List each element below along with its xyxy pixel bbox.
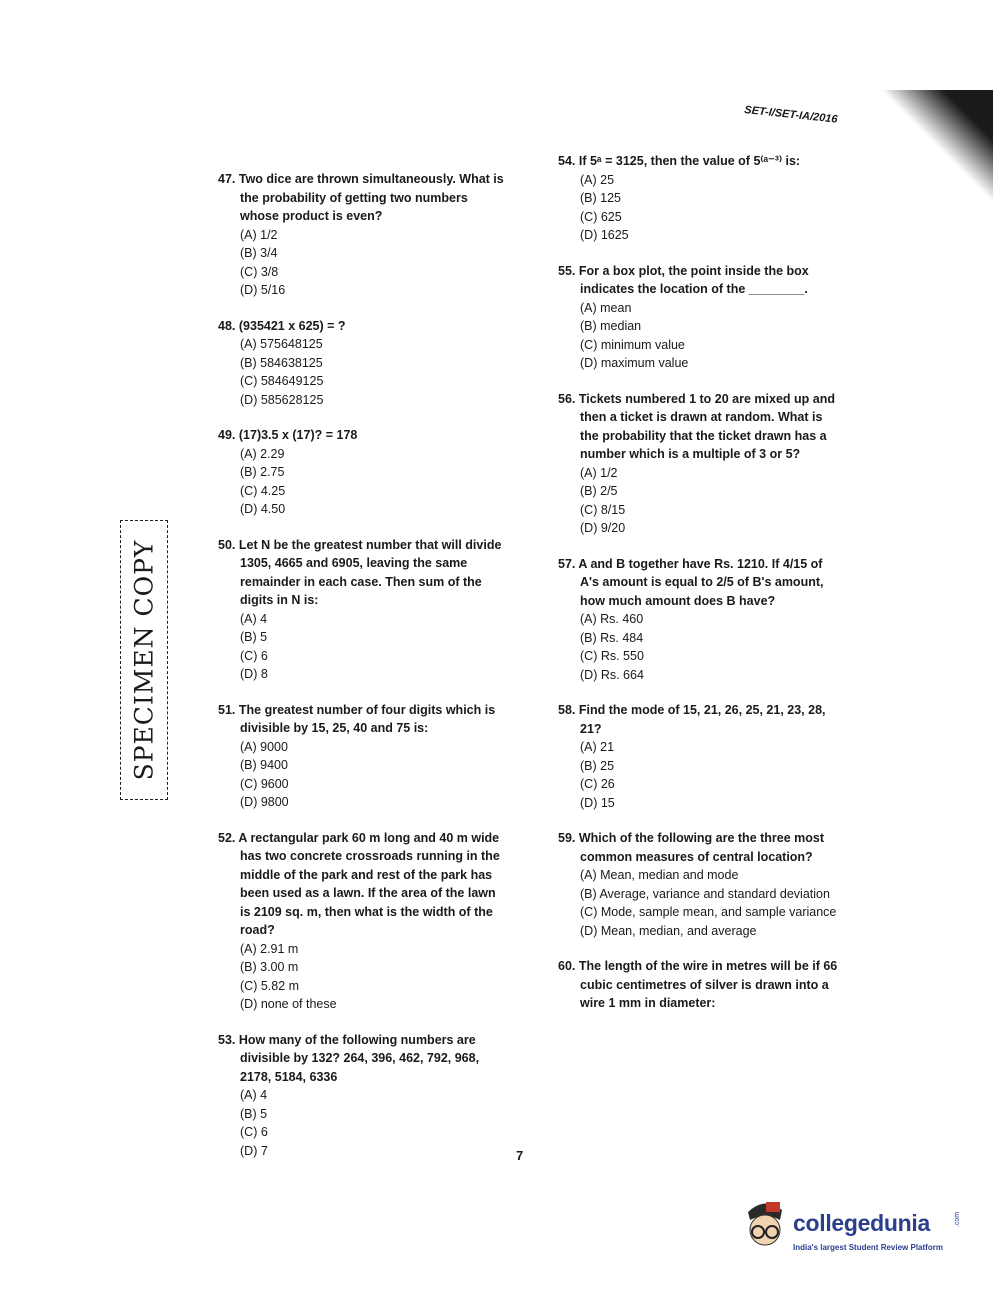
question-text: Two dice are thrown simultaneously. What is the probability of getting two numbers whose product is even? <box>238 172 504 223</box>
question-53 <box>218 1031 508 1161</box>
question-stem <box>558 701 843 738</box>
answer-option: (D) Mean, median, and average <box>580 923 757 938</box>
question-48 <box>218 317 508 410</box>
answer-option: (C) Mode, sample mean, and sample variance <box>580 905 837 919</box>
answer-option: (A) 25 <box>580 172 615 187</box>
answer-option: (C) 584649125 <box>240 374 324 388</box>
question-stem <box>558 829 843 866</box>
question-text: The length of the wire in metres will be if 66 cubic centimetres of silver is drawn into a wire 1 mm in diameter: <box>578 959 838 1010</box>
question-47 <box>218 170 508 300</box>
question-52 <box>218 829 508 1014</box>
question-58 <box>558 701 843 812</box>
stamp-text: SPECIMEN COPY <box>129 539 159 781</box>
answer-option: (A) 1/2 <box>240 227 278 242</box>
question-number: 47. <box>218 172 236 186</box>
answer-option: (C) 3/8 <box>240 264 279 279</box>
answer-option: (C) 9600 <box>240 776 289 791</box>
answer-option: (C) 4.25 <box>240 483 286 498</box>
answer-option: (C) 6 <box>240 648 268 663</box>
answer-option: (D) 4.50 <box>240 502 286 516</box>
question-stem <box>218 426 508 445</box>
answer-option: (B) Rs. 484 <box>580 630 644 645</box>
set-label: SET-I/SET-IA/2016 <box>743 104 839 126</box>
question-number: 59. <box>558 831 576 845</box>
question-text: For a box plot, the point inside the box indicates the location of the ________. <box>578 263 809 296</box>
question-number: 54. <box>558 154 576 168</box>
answer-option: (A) 1/2 <box>580 465 618 480</box>
answer-option: (A) mean <box>580 300 632 315</box>
answer-option: (A) Mean, median and mode <box>580 868 739 882</box>
answer-option: (B) median <box>580 319 642 333</box>
question-text: (17)3.5 x (17)? = 178 <box>238 428 358 442</box>
answer-option: (B) 584638125 <box>240 355 323 370</box>
question-text: The greatest number of four digits which is divisible by 15, 25, 40 and 75 is: <box>238 702 496 735</box>
answer-option: (A) 575648125 <box>240 337 323 351</box>
answer-option: (C) 6 <box>240 1125 268 1139</box>
question-number: 56. <box>558 391 576 406</box>
answer-option: (B) 25 <box>580 758 615 773</box>
answer-option: (D) none of these <box>240 997 337 1011</box>
left-column <box>218 170 508 1177</box>
question-number: 48. <box>218 318 236 333</box>
answer-option: (B) Average, variance and standard deviation <box>580 886 830 901</box>
question-59 <box>558 829 843 940</box>
answer-option: (B) 2.75 <box>240 465 285 479</box>
question-stem <box>558 390 843 464</box>
answer-option: (A) 2.29 <box>240 446 285 461</box>
answer-option: (A) 2.91 m <box>240 941 299 956</box>
logo-suffix: .com <box>954 1211 962 1228</box>
question-text: Which of the following are the three most common measures of central location? <box>578 831 825 864</box>
answer-option: (B) 2/5 <box>580 484 618 498</box>
answer-option: (C) Rs. 550 <box>580 649 644 663</box>
answer-option: (D) 9/20 <box>580 521 626 535</box>
question-60 <box>558 957 843 1013</box>
specimen-copy-stamp <box>120 520 168 800</box>
question-number: 55. <box>558 263 576 278</box>
logo-wordmark: collegedunia <box>793 1210 930 1236</box>
question-number: 57. <box>558 556 576 571</box>
answer-option: (C) 5.82 m <box>240 978 300 993</box>
question-number: 58. <box>558 703 576 717</box>
question-number: 51. <box>218 702 236 717</box>
answer-option: (D) 15 <box>580 795 615 810</box>
answer-option: (A) 4 <box>240 611 268 626</box>
question-56 <box>558 390 843 538</box>
answer-option: (D) 1625 <box>580 228 629 242</box>
question-text: (935421 x 625) = ? <box>238 318 346 333</box>
answer-option: (D) 7 <box>240 1143 268 1158</box>
answer-option: (C) 26 <box>580 777 615 791</box>
mascot-icon <box>738 1198 792 1260</box>
question-stem <box>558 152 843 171</box>
question-text: A and B together have Rs. 1210. If 4/15 of A's amount is equal to 2/5 of B's amount, how much amount does B have? <box>578 556 824 608</box>
question-50 <box>218 536 508 684</box>
answer-option: (D) 8 <box>240 667 268 681</box>
question-text: A rectangular park 60 m long and 40 m wide has two concrete crossroads running in the middle of the park and rest of the park has been used as a lawn. If the area of the lawn is 2109 sq. m, then what is the width of the road? <box>238 830 500 937</box>
question-text: If 5ᵃ = 3125, then the value of 5⁽ᵃ⁻³⁾ is: <box>578 154 801 168</box>
question-49 <box>218 426 508 519</box>
page-number: 7 <box>516 1148 524 1163</box>
question-54 <box>558 152 843 245</box>
answer-option: (B) 3.00 m <box>240 960 299 974</box>
answer-option: (B) 5 <box>240 630 268 644</box>
answer-option: (C) 625 <box>580 209 622 224</box>
question-stem <box>558 555 843 611</box>
answer-option: (D) maximum value <box>580 356 689 370</box>
answer-option: (C) 8/15 <box>580 502 626 517</box>
question-stem <box>218 701 508 738</box>
answer-option: (D) 5/16 <box>240 283 286 297</box>
question-text: How many of the following numbers are divisible by 132? 264, 396, 462, 792, 968, 2178, 5184, 6336 <box>238 1032 480 1084</box>
answer-option: (B) 5 <box>240 1106 268 1121</box>
question-stem <box>558 262 843 299</box>
logo-tagline: India's largest Student Review Platform <box>793 1243 943 1252</box>
question-number: 49. <box>218 428 236 442</box>
question-text: Tickets numbered 1 to 20 are mixed up and then a ticket is drawn at random. What is the probability that the ticket drawn has a number which is a multiple of 3 or 5? <box>578 391 835 461</box>
question-number: 52. <box>218 830 236 845</box>
scan-shadow-corner <box>853 90 993 230</box>
answer-option: (B) 9400 <box>240 758 288 772</box>
answer-option: (A) 4 <box>240 1088 268 1102</box>
question-stem <box>218 317 508 336</box>
answer-option: (A) Rs. 460 <box>580 612 644 626</box>
question-57 <box>558 555 843 685</box>
question-number: 50. <box>218 537 236 552</box>
question-55 <box>558 262 843 373</box>
answer-option: (D) 585628125 <box>240 392 324 407</box>
answer-option: (D) Rs. 664 <box>580 667 644 682</box>
right-column <box>558 152 843 1030</box>
collegedunia-logo <box>738 1198 968 1268</box>
answer-option: (C) minimum value <box>580 337 685 352</box>
question-51 <box>218 701 508 812</box>
answer-option: (A) 21 <box>580 740 615 754</box>
question-stem <box>558 957 843 1013</box>
answer-option: (A) 9000 <box>240 739 288 754</box>
answer-option: (B) 125 <box>580 191 621 205</box>
question-stem <box>218 1031 508 1087</box>
question-number: 53. <box>218 1032 236 1047</box>
question-number: 60. <box>558 959 576 973</box>
question-stem <box>218 170 508 226</box>
answer-option: (D) 9800 <box>240 795 289 809</box>
question-text: Let N be the greatest number that will divide 1305, 4665 and 6905, leaving the same remainder in each case. Then sum of the digits in N is: <box>238 537 502 607</box>
question-stem <box>218 829 508 940</box>
question-text: Find the mode of 15, 21, 26, 25, 21, 23, 28, 21? <box>578 703 826 736</box>
question-stem <box>218 536 508 610</box>
answer-option: (B) 3/4 <box>240 246 278 260</box>
